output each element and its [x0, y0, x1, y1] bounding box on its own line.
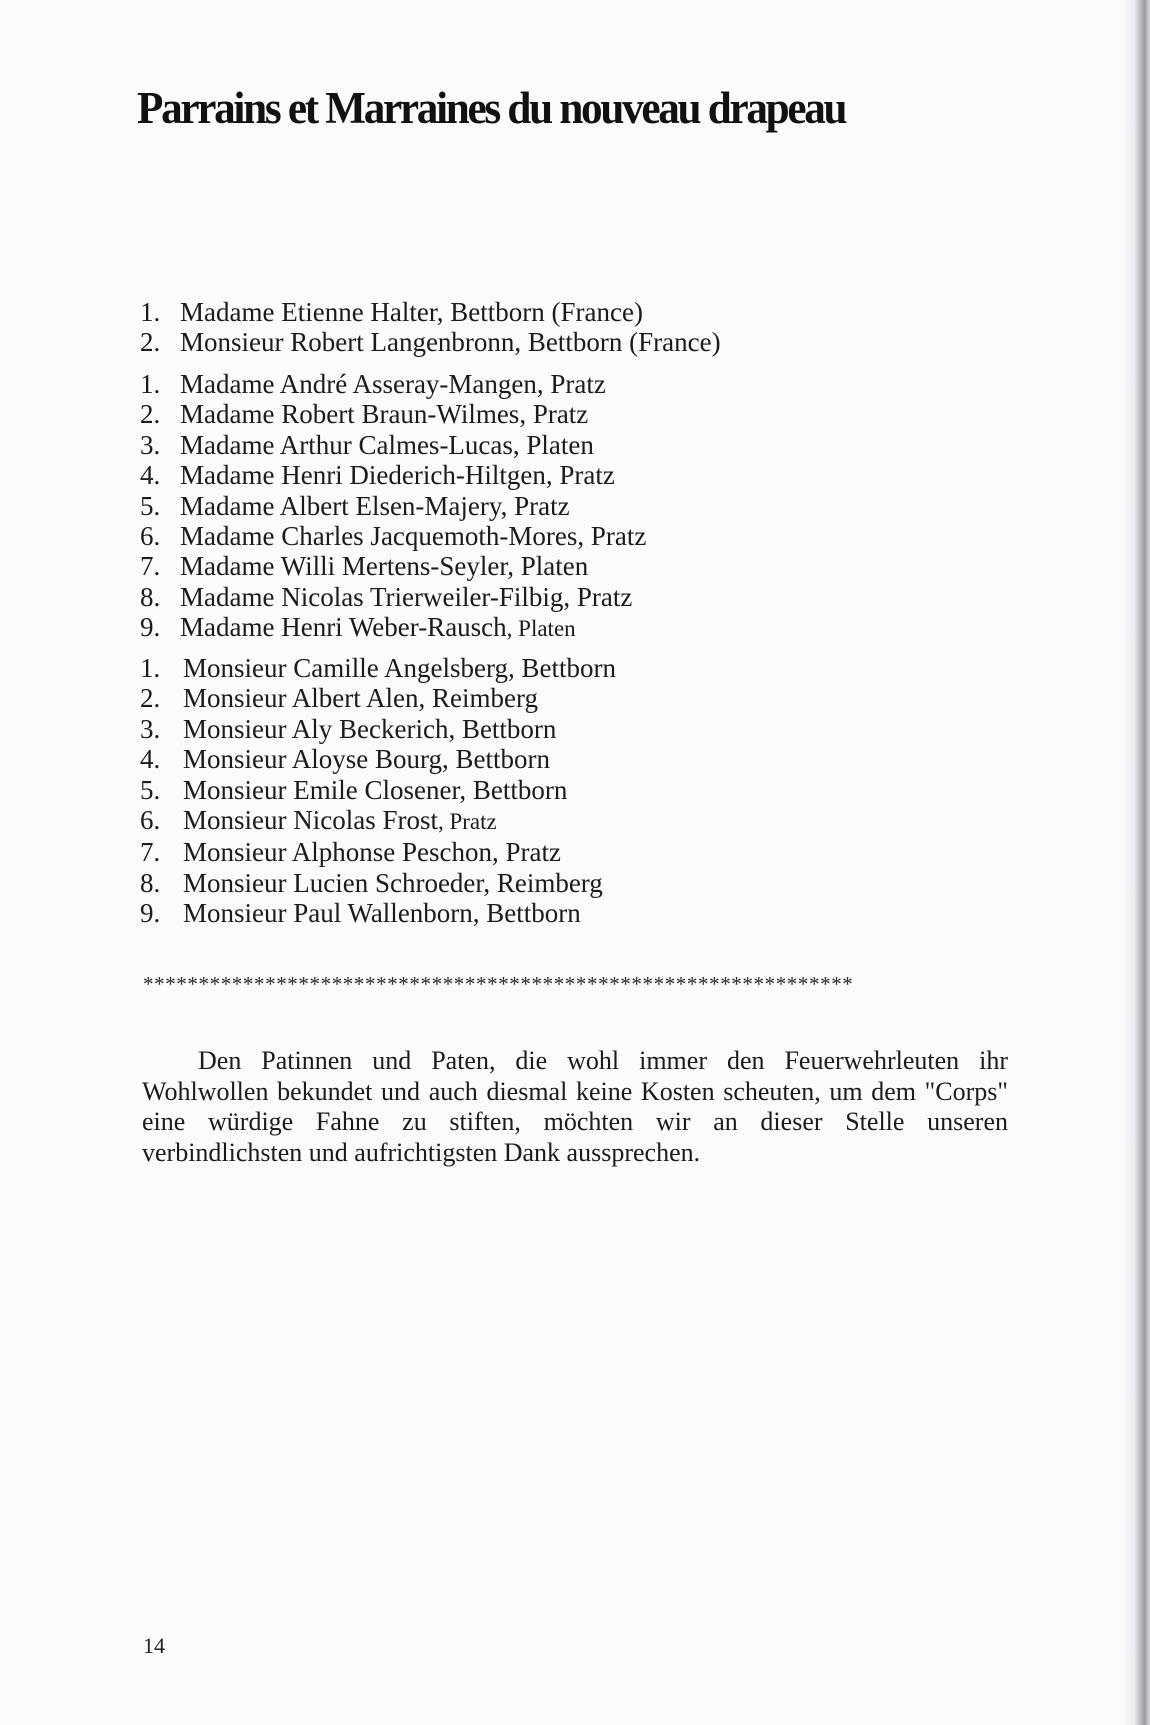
item-number: 8.	[140, 867, 161, 898]
item-text: Monsieur Nicolas Frost	[183, 805, 438, 836]
list-item	[140, 714, 616, 744]
item-number: 3.	[140, 713, 161, 744]
page-number: 14	[143, 1633, 165, 1658]
item-number: 9.	[140, 898, 161, 929]
item-text: Madame Arthur Calmes-Lucas, Platen	[180, 429, 594, 460]
list-item	[140, 612, 646, 644]
item-number: 7.	[140, 837, 161, 868]
list-item	[140, 430, 646, 460]
list-item	[140, 898, 616, 928]
list-item	[140, 683, 616, 713]
item-text: Madame Henri Weber-Rausch	[180, 612, 507, 643]
list-item	[140, 868, 616, 898]
item-text: Monsieur Emile Closener, Bettborn	[183, 774, 568, 805]
item-text: Monsieur Aly Beckerich, Bettborn	[183, 713, 557, 744]
item-text: Madame Willi Mertens-Seyler, Platen	[180, 551, 589, 582]
item-number: 5.	[140, 774, 161, 805]
item-number: 4.	[140, 744, 161, 775]
list-item	[140, 327, 721, 357]
item-location: , Pratz	[437, 809, 497, 835]
list-item	[140, 460, 646, 490]
list-item	[140, 653, 616, 683]
item-number: 2.	[140, 683, 161, 714]
item-number: 1.	[140, 653, 161, 683]
item-number: 2.	[140, 327, 161, 358]
item-text: Madame Albert Elsen-Majery, Pratz	[180, 490, 570, 521]
list-item	[140, 775, 616, 805]
item-number: 5.	[140, 490, 161, 521]
item-text: Monsieur Camille Angelsberg, Bettborn	[183, 653, 616, 683]
item-number: 9.	[140, 612, 161, 643]
item-text: Madame Henri Diederich-Hiltgen, Pratz	[180, 460, 615, 491]
item-number: 6.	[140, 521, 161, 552]
list-item	[140, 837, 616, 867]
list-item	[140, 297, 721, 327]
thanks-paragraph: Den Patinnen und Paten, die wohl immer den Feuerwehrleuten ihr Wohlwollen bekundet und auch diesmal keine Kosten scheuten, um dem "Corps" eine würdige Fahne zu stiften, möchten wir an dieser Stelle unseren verbindlichsten und aufrichtigsten Dank aussprechen.	[142, 1046, 1008, 1167]
item-text: Monsieur Albert Alen, Reimberg	[183, 683, 538, 714]
list-item	[140, 744, 616, 774]
list-item	[140, 491, 646, 521]
item-text: Monsieur Lucien Schroeder, Reimberg	[183, 867, 603, 898]
asterisk-separator: ****************************************************************	[143, 972, 854, 996]
item-text: Madame Robert Braun-Wilmes, Pratz	[180, 399, 589, 430]
item-number: 3.	[140, 429, 161, 460]
item-text: Monsieur Paul Wallenborn, Bettborn	[183, 898, 581, 929]
list-item	[140, 551, 646, 581]
item-text: Monsieur Alphonse Peschon, Pratz	[183, 837, 561, 868]
list-item	[140, 369, 646, 399]
list-item	[140, 805, 616, 837]
item-text: Monsieur Robert Langenbronn, Bettborn (France)	[180, 327, 721, 358]
parrains-list	[140, 653, 616, 929]
item-text: Madame Nicolas Trierweiler-Filbig, Pratz	[180, 581, 633, 612]
item-number: 2.	[140, 399, 161, 430]
item-number: 8.	[140, 581, 161, 612]
item-number: 1.	[140, 297, 161, 327]
item-number: 1.	[140, 369, 161, 399]
page-title: Parrains et Marraines du nouveau drapeau	[137, 83, 846, 133]
item-text: Madame Etienne Halter, Bettborn (France)	[180, 297, 643, 327]
page-edge-shadow	[1122, 0, 1150, 1725]
item-number: 6.	[140, 805, 161, 836]
item-text: Madame André Asseray-Mangen, Pratz	[180, 369, 606, 399]
item-number: 4.	[140, 460, 161, 491]
list-item	[140, 521, 646, 551]
list-item	[140, 582, 646, 612]
item-text: Madame Charles Jacquemoth-Mores, Pratz	[180, 521, 647, 552]
item-text: Monsieur Aloyse Bourg, Bettborn	[183, 744, 550, 775]
marraines-list	[140, 369, 646, 645]
list-item	[140, 399, 646, 429]
sponsors-france-list	[140, 297, 721, 358]
item-location: , Platen	[506, 616, 576, 642]
item-number: 7.	[140, 551, 161, 582]
